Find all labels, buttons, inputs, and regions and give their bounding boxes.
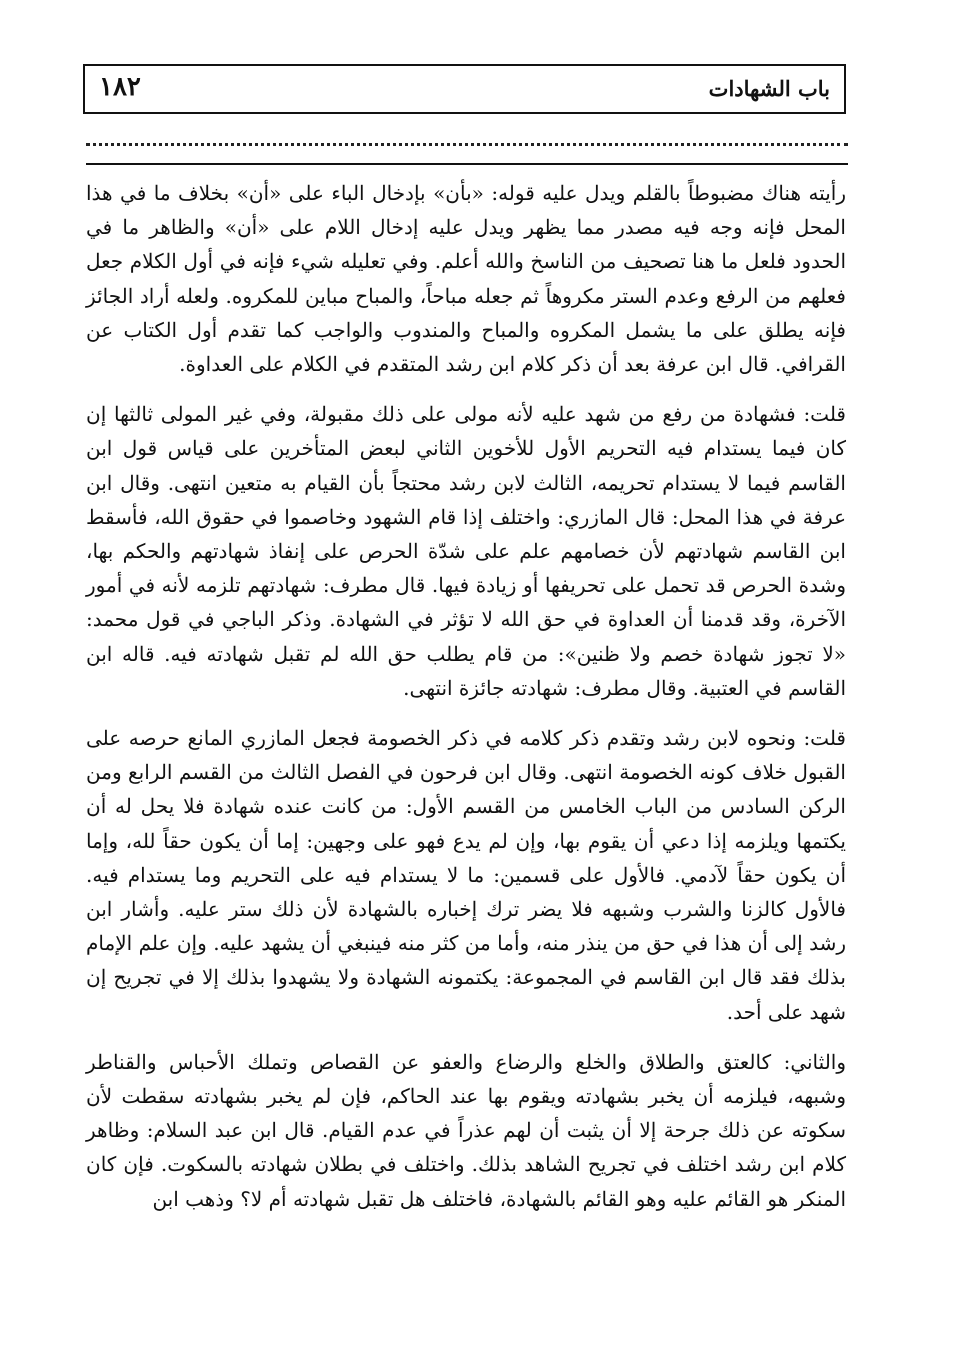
page-number: ١٨٢: [99, 72, 141, 102]
body-text: [86, 176, 846, 1232]
chapter-title: باب الشهادات: [708, 76, 830, 101]
dotted-divider: [86, 143, 848, 146]
solid-divider: [86, 163, 848, 165]
paragraph: قلت: فشهادة من رفع من شهد عليه لأنه مولى على ذلك مقبولة، وفي غير المولى ثالثها إن كان فيما يستدام فيه التحريم الأول للأخوين الثاني لبعض المتأخرين على قياس قول ابن القاسم فيما لا يستدام تحريمه، الثالث لابن رشد محتجاً بأن القيام به متعين انتهى. وقال ابن عرفة في هذا المحل: قال المازري: واختلف إذا قام الشهود وخاصموا في حقوق الله، فأسقط ابن القاسم شهادتهم لأن خصامهم علم على شدّة الحرص على إنفاذ شهادتهم والحكم بها، وشدة الحرص قد تحمل على تحريفها أو زيادة فيها. قال مطرف: شهادتهم تلزمه لأنه في أمور الآخرة، وقد قدمنا أن العداوة في حق الله لا تؤثر في الشهادة. وذكر الباجي في قول محمد: «لا تجوز شهادة خصم ولا ظنين»: من قام يطلب حق الله لم تقبل شهادته فيه. قاله ابن القاسم في العتبية. وقال مطرف: شهادته جائزة انتهى.: [86, 402, 847, 700]
page-header: [83, 64, 846, 114]
paragraph: قلت: ونحوه لابن رشد وتقدم ذكر كلامه في ذكر الخصومة فجعل المازري المانع حرصه على القبول خلاف كونه الخصومة انتهى. وقال ابن فرحون في الفصل الثالث من القسم الرابع ومن الركن السادس من الباب الخامس من القسم الأول: من كانت عنده شهادة فلا يحل له أن يكتمها ويلزمه إذا دعي أن يقوم بها، وإن لم يدع فهو على وجهين: إما أن يكون حقاً لله، وإما أن يكون حقاً لآدمي. فالأول على قسمين: ما لا يستدام فيه على التحريم وما يستدام فيه. فالأول كالزنا والشرب وشبهه فلا يضر ترك إخباره بالشهادة لأن ذلك ستر عليه. وأشار ابن رشد إلى أن هذا في حق من ينذر منه، وأما من كثر منه فينبغي أن يشهد عليه. وإن علم الإمام بذلك فقد قال ابن القاسم في المجموعة: يكتمونه الشهادة ولا يشهدوا بذلك إلا في تجريح إن شهد على أحد.: [86, 726, 846, 1024]
paragraph: والثاني: كالعتق والطلاق والخلع والرضاع والعفو عن القصاص وتملك الأحباس والقناطر وشبهه، فيلزمه أن يخبر بشهادته ويقوم بها عند الحاكم، فإن لم يخبر بشهادته سقطت لأن سكوته عن ذلك جرحة إلا أن يثبت أن لهم عذراً في عدم القيام. قال ابن عبد السلام: وظاهر كلام ابن رشد اختلف في تجريح الشاهد بذلك. واختلف في بطلان شهادته بالسكوت. فإن كان المنكر هو القائم عليه وهو القائم بالشهادة، فاختلف هل تقبل شهادته أم لا؟ وذهب ابن: [86, 1049, 846, 1211]
paragraph: رأيته هناك مضبوطاً بالقلم ويدل عليه قوله: «بأن» بإدخال الباء على «أن» بخلاف ما في هذا المحل فإنه وجه فيه مصدر مما يظهر ويدل عليه إدخال اللام على «أن» والظاهر ما في الحدود فلعل ما هنا تصحيف من الناسخ والله أعلم. وفي تعليله شيء فإنه في أول الكلام جعل فعلهم من الرفع وعدم الستر مكروهاً ثم جعله مباحاً، والمباح مباين للمكروه. ولعله أراد الجائز فإنه يطلق على ما يشمل المكروه والمباح والمندوب والواجب كما تقدم أول الكتاب عن القرافي. قال ابن عرفة بعد أن ذكر كلام ابن رشد المتقدم في الكلام على العداوة.: [86, 181, 846, 377]
